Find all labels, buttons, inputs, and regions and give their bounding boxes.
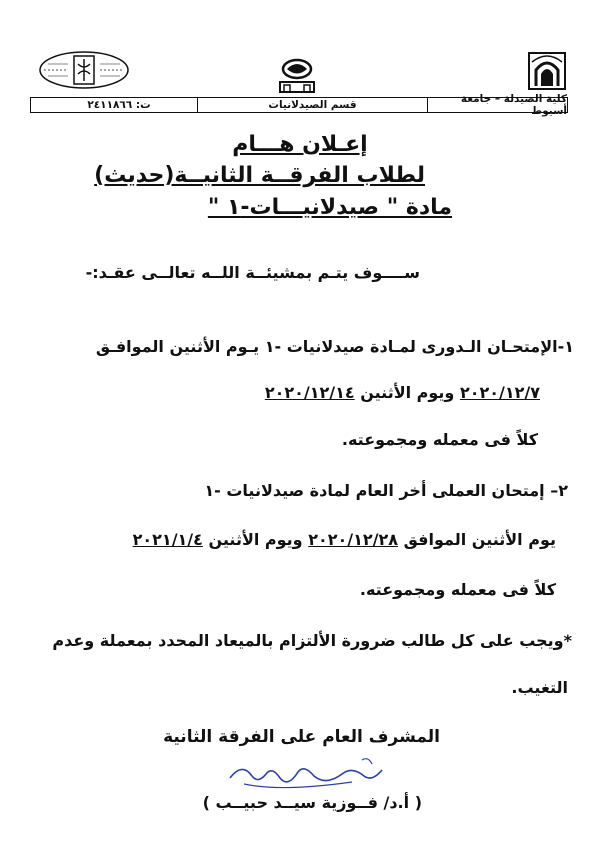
college-name: كلية الصيدلة – جامعة أسيوط <box>427 98 567 112</box>
department-name: قسم الصيدلانيات <box>197 98 427 112</box>
item2-mid: ويوم الأثنين <box>202 530 309 549</box>
intro-text: ســــوف يتـم بمشيئــة اللــه تعالــى عقـد:- <box>85 263 420 282</box>
faculty-of-pharmacy-logo <box>38 50 130 92</box>
item1-date2: ٢٠٢٠/١٢/١٤ <box>264 383 355 402</box>
audience-title: لطلاب الفرقــة الثانيــة(حديث) <box>94 163 425 188</box>
phone-number: ت: ٢٤١١٨٦٦ <box>87 99 151 111</box>
item2-text: ٢– إمتحان العملى أخر العام لمادة صيدلانيات -١ <box>204 481 568 500</box>
item1-dates <box>265 383 540 402</box>
item2-dates <box>133 530 556 549</box>
item2-date1: ٢٠٢٠/١٢/٢٨ <box>308 530 399 549</box>
warning-text: *ويجب على كل طالب ضرورة الألتزام بالميعاد المحدد بمعملة وعدم <box>52 631 572 650</box>
assiut-university-logo <box>524 48 570 94</box>
item2-note: كلاً فى معمله ومجموعته. <box>359 580 556 599</box>
announcement-title: إعـلان هـــام <box>232 132 368 157</box>
item2-prefix: يوم الأثنين الموافق <box>398 530 556 549</box>
supervisor-name: ( أ.د/ فــوزية سيــد حبيــب ) <box>202 793 422 812</box>
course-title: مادة " صيدلانيـــات-١ " <box>207 195 452 220</box>
item1-note: كلاً فى معمله ومجموعته. <box>341 430 538 449</box>
warning-end: التغيب. <box>511 678 568 697</box>
item1-mid: ويوم الأثنين <box>354 383 460 402</box>
item1-text: ١-الإمتحـان الـدورى لمـادة صيدلانيات -١ يـوم الأثنين الموافـق <box>95 337 574 356</box>
item1-date1: ٢٠٢٠/١٢/٧ <box>459 383 540 402</box>
university-emblem-icon <box>262 56 332 96</box>
letterhead-bar <box>30 93 568 117</box>
handwritten-signature <box>222 752 394 792</box>
supervisor-title: المشرف العام على الفرقة الثانية <box>163 727 440 747</box>
item2-date2: ٢٠٢١/١/٤ <box>132 530 203 549</box>
